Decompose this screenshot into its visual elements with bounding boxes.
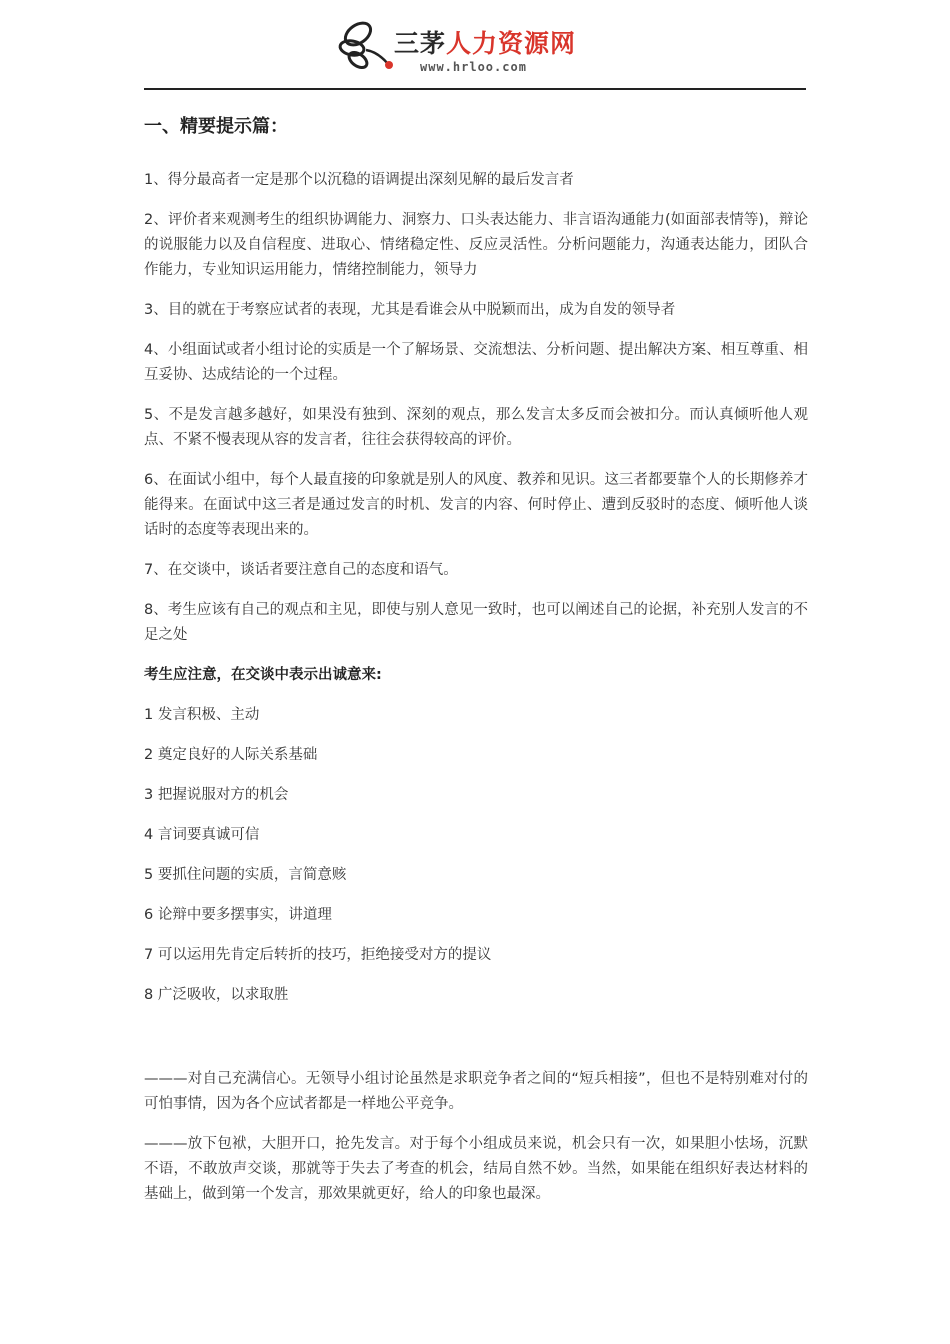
- closing-paragraph: ———对自己充满信心。无领导小组讨论虽然是求职竞争者之间的“短兵相接”，但也不是特别难对付的可怕事情，因为各个应试者都是一样地公平竞争。: [144, 1071, 808, 1112]
- notice-item: 1 发言积极、主动: [144, 707, 260, 723]
- spacer: [144, 1023, 808, 1067]
- tip-item: 6、在面试小组中，每个人最直接的印象就是别人的风度、教养和见识。这三者都要靠个人的长期修养才能得来。在面试中这三者是通过发言的时机、发言的内容、何时停止、遭到反驳时的态度、倾听他人谈话时的态度等表现出来的。: [144, 472, 808, 538]
- notice-item: 5 要抓住问题的实质，言简意赅: [144, 867, 347, 883]
- logo-title: [394, 24, 576, 60]
- notice-heading: 考生应注意，在交谈中表示出诚意来:: [144, 667, 382, 683]
- tip-item: 1、得分最高者一定是那个以沉稳的语调提出深刻见解的最后发言者: [144, 172, 574, 188]
- section-title: 一、精要提示篇：: [144, 116, 288, 137]
- butterfly-logo-icon: [336, 14, 398, 76]
- notice-item: 2 奠定良好的人际关系基础: [144, 747, 318, 763]
- notice-item: 6 论辩中要多摆事实，讲道理: [144, 907, 332, 923]
- tip-item: 3、目的就在于考察应试者的表现，尤其是看谁会从中脱颖而出，成为自发的领导者: [144, 302, 676, 318]
- notice-item: 8 广泛吸收，以求取胜: [144, 987, 289, 1003]
- closing-paragraph: ———放下包袱，大胆开口，抢先发言。对于每个小组成员来说，机会只有一次，如果胆小怯场，沉默不语，不敢放声交谈，那就等于失去了考查的机会，结局自然不妙。当然，如果能在组织好表达材料的基础上，做到第一个发言，那效果就更好，给人的印象也最深。: [144, 1136, 808, 1202]
- page-header: [144, 0, 806, 90]
- notice-item: 4 言词要真诚可信: [144, 827, 260, 843]
- logo-url: www.hrloo.com: [420, 60, 527, 74]
- logo-name-red: 人力资源网: [446, 29, 577, 58]
- tip-item: 5、不是发言越多越好，如果没有独到、深刻的观点，那么发言太多反而会被扣分。而认真倾听他人观点、不紧不慢表现从容的发言者，往往会获得较高的评价。: [144, 407, 808, 448]
- tip-item: 4、小组面试或者小组讨论的实质是一个了解场景、交流想法、分析问题、提出解决方案、相互尊重、相互妥协、达成结论的一个过程。: [144, 342, 808, 383]
- tip-item: 2、评价者来观测考生的组织协调能力、洞察力、口头表达能力、非言语沟通能力(如面部表情等)，辩论的说服能力以及自信程度、进取心、情绪稳定性、反应灵活性。分析问题能力，沟通表达能力，团队合作能力，专业知识运用能力，情绪控制能力，领导力: [144, 212, 808, 278]
- tip-item: 8、考生应该有自己的观点和主见，即使与别人意见一致时，也可以阐述自己的论据，补充别人发言的不足之处: [144, 602, 808, 643]
- tips-list: [144, 168, 808, 648]
- document-body: [144, 112, 808, 1222]
- logo-name-dark: 三茅: [394, 29, 447, 58]
- notice-item: 7 可以运用先肯定后转折的技巧，拒绝接受对方的提议: [144, 947, 492, 963]
- tip-item: 7、在交谈中，谈话者要注意自己的态度和语气。: [144, 562, 458, 578]
- notice-list: [144, 703, 808, 1008]
- header-divider: [144, 88, 806, 90]
- notice-item: 3 把握说服对方的机会: [144, 787, 289, 803]
- site-logo[interactable]: [336, 14, 636, 80]
